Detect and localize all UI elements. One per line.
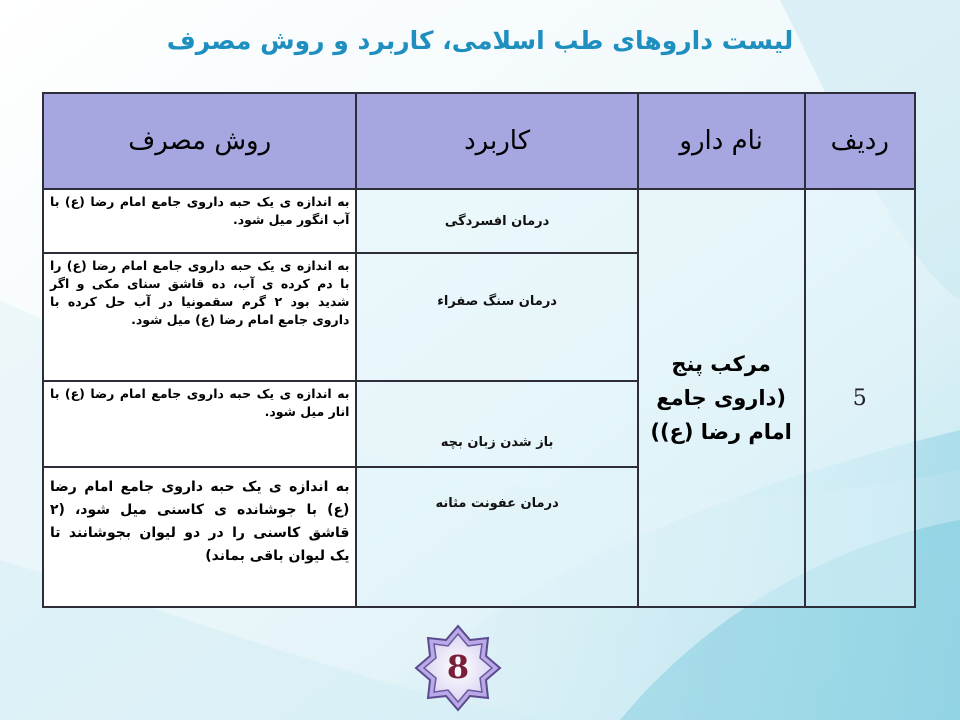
header-radif: ردیف [805, 93, 916, 189]
drug-name-line: امام رضا (ع)) [650, 420, 792, 444]
method-cell: به اندازه ی یک حبه داروی جامع امام رضا (ع) را با دم کرده ی آب، ده قاشق سنای مکی و اگر شدید بود ۲ گرم سقمونیا در آب حل کرده با داروی جامع امام رضا (ع) میل شود. [43, 253, 356, 381]
usage-cell: درمان عفونت مثانه [356, 467, 637, 607]
table-header-row [43, 93, 915, 189]
header-drug-name: نام دارو [638, 93, 805, 189]
drug-table [42, 92, 916, 608]
page-number: 8 [446, 648, 470, 686]
method-cell: به اندازه ی یک حبه داروی جامع امام رضا (ع) با جوشانده ی کاسنی میل شود، (۲ قاشق کاسنی را در دو لیوان بجوشانند تا یک لیوان باقی بماند) [43, 467, 356, 607]
row-number: 5 [805, 189, 916, 607]
header-method: روش مصرف [43, 93, 356, 189]
usage-cell: باز شدن زبان بچه [356, 381, 637, 467]
table-row [43, 189, 915, 253]
drug-name-line: مرکب پنج [671, 352, 771, 376]
drug-name-line: (داروی جامع [656, 386, 786, 410]
method-cell: به اندازه ی یک حبه داروی جامع امام رضا (ع) با انار میل شود. [43, 381, 356, 467]
method-cell: به اندازه ی یک حبه داروی جامع امام رضا (ع) با آب انگور میل شود. [43, 189, 356, 253]
usage-cell: درمان سنگ صفراء [356, 253, 637, 381]
header-usage: کاربرد [356, 93, 637, 189]
page-title: لیست داروهای طب اسلامی، کاربرد و روش مصرف [166, 26, 794, 55]
usage-cell: درمان افسردگی [356, 189, 637, 253]
drug-name-cell [638, 189, 805, 607]
